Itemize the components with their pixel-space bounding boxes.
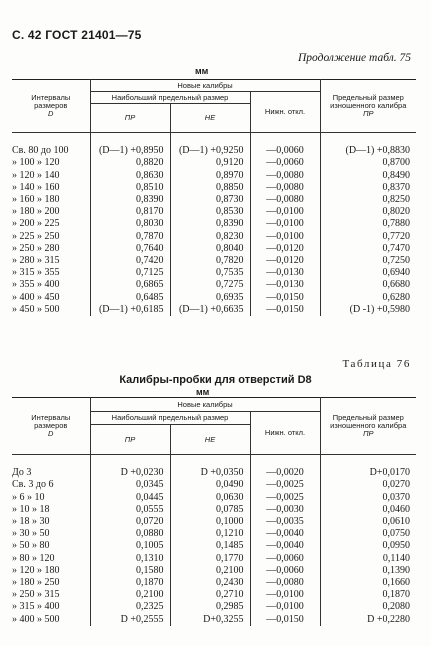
table-continuation-label: Продолжение табл. 75	[298, 52, 411, 64]
cell-worn: 0,0370	[320, 492, 416, 504]
cell-worn: (D—1) +0,8830	[320, 145, 416, 157]
cell-interval: » 80 » 120	[12, 552, 55, 564]
cell-interval: » 10 » 18	[12, 503, 50, 515]
cell-worn: 0,8020	[320, 206, 416, 218]
cell-lower-dev: —0,0060	[250, 157, 320, 169]
cell-lower-dev: —0,0130	[250, 267, 320, 279]
cell-ne: 0,8390	[170, 218, 250, 230]
cell-ne: 0,7820	[170, 255, 250, 267]
cell-worn: D+0,0170	[320, 467, 416, 479]
cell-ne: 0,1485	[170, 540, 250, 552]
col-ne: НЕ	[170, 425, 250, 455]
cell-worn: 0,6280	[320, 292, 416, 304]
cell-pr: 0,1870	[90, 577, 170, 589]
cell-ne: 0,8040	[170, 243, 250, 255]
cell-pr: D +0,0230	[90, 467, 170, 479]
col-worn-limit: Предельный размер изношенного калибра ПР	[320, 80, 416, 133]
table76-title: Калибры-пробки для отверстий D8	[119, 374, 312, 386]
col-worn-limit: Предельный размер изношенного калибра ПР	[320, 398, 416, 455]
cell-pr: (D—1) +0,8950	[90, 145, 170, 157]
col-intervals: Интервалы размеров D	[12, 398, 90, 455]
table-row	[12, 492, 416, 504]
table-row	[12, 577, 416, 589]
cell-ne: 0,2985	[170, 601, 250, 613]
cell-interval: » 180 » 250	[12, 577, 60, 589]
cell-pr: 0,2325	[90, 601, 170, 613]
cell-interval: » 200 » 225	[12, 218, 60, 230]
cell-ne: D+0,3255	[170, 614, 250, 626]
cell-pr: 0,7870	[90, 231, 170, 243]
cell-pr: 0,2100	[90, 589, 170, 601]
table-76	[12, 397, 416, 626]
cell-lower-dev: —0,0025	[250, 492, 320, 504]
cell-interval: » 6 » 10	[12, 491, 45, 503]
cell-interval: » 18 » 30	[12, 516, 50, 527]
table-row	[12, 504, 416, 516]
cell-pr: 0,8510	[90, 182, 170, 194]
cell-worn: 0,7880	[320, 218, 416, 230]
cell-pr: D +0,2555	[90, 614, 170, 626]
cell-lower-dev: —0,0100	[250, 206, 320, 218]
cell-pr: 0,7420	[90, 255, 170, 267]
cell-interval: Св. 80 до 100	[12, 145, 69, 157]
cell-interval: » 50 » 80	[12, 540, 50, 552]
cell-worn: 0,1660	[320, 577, 416, 589]
table-row	[12, 255, 416, 267]
table-row	[12, 614, 416, 626]
table-75	[12, 79, 416, 316]
cell-worn: 0,8490	[320, 170, 416, 182]
page-header: С. 42 ГОСТ 21401—75	[12, 28, 142, 42]
col-pr: ПР	[90, 104, 170, 133]
cell-lower-dev: —0,0080	[250, 194, 320, 206]
cell-lower-dev: —0,0120	[250, 255, 320, 267]
cell-interval: » 120 » 140	[12, 169, 60, 181]
cell-interval: » 225 » 250	[12, 230, 60, 242]
col-lower-dev: Нижн. откл.	[250, 412, 320, 455]
cell-worn: 0,0950	[320, 540, 416, 552]
cell-lower-dev: —0,0100	[250, 601, 320, 613]
cell-lower-dev: —0,0150	[250, 614, 320, 626]
table75-units: мм	[195, 66, 209, 76]
cell-worn: 0,6940	[320, 267, 416, 279]
cell-ne: D +0,0350	[170, 467, 250, 479]
cell-ne: 0,1210	[170, 528, 250, 540]
col-new-gauges: Новые калибры	[90, 80, 320, 92]
cell-ne: 0,0785	[170, 504, 250, 516]
cell-pr: 0,6485	[90, 292, 170, 304]
cell-lower-dev: —0,0030	[250, 504, 320, 516]
cell-interval: » 30 » 50	[12, 528, 50, 540]
table-row	[12, 218, 416, 230]
table-75-body	[12, 133, 416, 317]
cell-ne: 0,6935	[170, 292, 250, 304]
cell-pr: 0,1580	[90, 565, 170, 577]
cell-ne: 0,8970	[170, 170, 250, 182]
cell-worn: 0,0610	[320, 516, 416, 528]
cell-worn: 0,2080	[320, 601, 416, 613]
table-row	[12, 194, 416, 206]
cell-pr: 0,0555	[90, 504, 170, 516]
cell-worn: 0,8370	[320, 182, 416, 194]
cell-interval: » 120 » 180	[12, 564, 60, 576]
cell-pr: 0,0345	[90, 479, 170, 491]
col-largest-size: Наибольший предельный размер	[90, 92, 250, 104]
cell-interval: » 250 » 280	[12, 242, 60, 254]
cell-worn: 0,1390	[320, 565, 416, 577]
col-intervals: Интервалы размеров D	[12, 80, 90, 133]
cell-pr: 0,7640	[90, 243, 170, 255]
cell-pr: 0,6865	[90, 279, 170, 291]
cell-worn: 0,0270	[320, 479, 416, 491]
cell-ne: 0,8230	[170, 231, 250, 243]
cell-interval: » 400 » 500	[12, 613, 60, 625]
cell-worn: D +0,2280	[320, 614, 416, 626]
cell-pr: 0,0880	[90, 528, 170, 540]
cell-ne: 0,2710	[170, 589, 250, 601]
cell-ne: (D—1) +0,6635	[170, 304, 250, 316]
cell-ne: 0,1000	[170, 516, 250, 528]
cell-pr: 0,8630	[90, 170, 170, 182]
cell-pr: 0,1005	[90, 540, 170, 552]
cell-ne: 0,8730	[170, 194, 250, 206]
cell-pr: 0,8030	[90, 218, 170, 230]
cell-worn: (D -1) +0,5980	[320, 304, 416, 316]
cell-lower-dev: —0,0080	[250, 182, 320, 194]
table76-number: Таблица 76	[342, 358, 411, 370]
cell-pr: 0,8820	[90, 157, 170, 169]
cell-worn: 0,1870	[320, 589, 416, 601]
cell-interval: » 250 » 315	[12, 589, 60, 601]
col-ne: НЕ	[170, 104, 250, 133]
cell-ne: 0,0630	[170, 492, 250, 504]
table-row	[12, 565, 416, 577]
table-row	[12, 467, 416, 479]
cell-pr: 0,1310	[90, 553, 170, 565]
table-row	[12, 528, 416, 540]
cell-ne: 0,2100	[170, 565, 250, 577]
table-row	[12, 279, 416, 291]
table-row	[12, 553, 416, 565]
table-row	[12, 231, 416, 243]
cell-interval: » 355 » 400	[12, 279, 60, 291]
table-row	[12, 304, 416, 316]
cell-pr: 0,7125	[90, 267, 170, 279]
cell-ne: (D—1) +0,9250	[170, 145, 250, 157]
cell-lower-dev: —0,0100	[250, 589, 320, 601]
cell-worn: 0,7470	[320, 243, 416, 255]
cell-lower-dev: —0,0060	[250, 553, 320, 565]
cell-pr: 0,8170	[90, 206, 170, 218]
col-largest-size: Наибольший предельный размер	[90, 412, 250, 425]
cell-worn: 0,7250	[320, 255, 416, 267]
table-row	[12, 243, 416, 255]
cell-ne: 0,2430	[170, 577, 250, 589]
cell-pr: 0,0445	[90, 492, 170, 504]
cell-pr: 0,0720	[90, 516, 170, 528]
cell-interval: » 180 » 200	[12, 206, 60, 218]
cell-ne: 0,7275	[170, 279, 250, 291]
cell-interval: До 3	[12, 467, 32, 479]
cell-lower-dev: —0,0040	[250, 540, 320, 552]
cell-ne: 0,7535	[170, 267, 250, 279]
table-row	[12, 170, 416, 182]
col-pr: ПР	[90, 425, 170, 455]
table-row	[12, 601, 416, 613]
table-row	[12, 267, 416, 279]
col-lower-dev: Нижн. откл.	[250, 92, 320, 133]
cell-ne: 0,9120	[170, 157, 250, 169]
cell-lower-dev: —0,0100	[250, 218, 320, 230]
table-row	[12, 589, 416, 601]
cell-worn: 0,7720	[320, 231, 416, 243]
table76-units: мм	[196, 387, 210, 397]
cell-interval: » 140 » 160	[12, 181, 60, 193]
cell-lower-dev: —0,0120	[250, 243, 320, 255]
cell-lower-dev: —0,0080	[250, 577, 320, 589]
cell-lower-dev: —0,0060	[250, 565, 320, 577]
cell-pr: 0,8390	[90, 194, 170, 206]
cell-worn: 0,8250	[320, 194, 416, 206]
cell-lower-dev: —0,0150	[250, 304, 320, 316]
cell-worn: 0,1140	[320, 553, 416, 565]
cell-interval: » 315 » 400	[12, 601, 60, 613]
cell-lower-dev: —0,0100	[250, 231, 320, 243]
cell-lower-dev: —0,0130	[250, 279, 320, 291]
table-row	[12, 479, 416, 491]
cell-interval: Св. 3 до 6	[12, 479, 54, 491]
cell-lower-dev: —0,0060	[250, 145, 320, 157]
table-76-body	[12, 455, 416, 626]
cell-worn: 0,6680	[320, 279, 416, 291]
cell-lower-dev: —0,0025	[250, 479, 320, 491]
cell-ne: 0,0490	[170, 479, 250, 491]
table-row	[12, 182, 416, 194]
cell-worn: 0,8700	[320, 157, 416, 169]
cell-lower-dev: —0,0080	[250, 170, 320, 182]
cell-interval: » 280 » 315	[12, 255, 60, 267]
cell-lower-dev: —0,0020	[250, 467, 320, 479]
cell-pr: (D—1) +0,6185	[90, 304, 170, 316]
table-row	[12, 516, 416, 528]
table-row	[12, 540, 416, 552]
cell-lower-dev: —0,0035	[250, 516, 320, 528]
table-row	[12, 157, 416, 169]
cell-lower-dev: —0,0040	[250, 528, 320, 540]
cell-interval: » 315 » 355	[12, 267, 60, 279]
cell-interval: » 160 » 180	[12, 194, 60, 205]
cell-interval: » 400 » 450	[12, 291, 60, 303]
col-new-gauges: Новые калибры	[90, 398, 320, 412]
cell-ne: 0,8530	[170, 206, 250, 218]
cell-interval: » 100 » 120	[12, 157, 60, 169]
cell-worn: 0,0460	[320, 504, 416, 516]
cell-interval: » 450 » 500	[12, 303, 60, 315]
cell-lower-dev: —0,0150	[250, 292, 320, 304]
cell-ne: 0,8850	[170, 182, 250, 194]
table-row	[12, 292, 416, 304]
cell-worn: 0,0750	[320, 528, 416, 540]
table-row	[12, 206, 416, 218]
table-row	[12, 145, 416, 157]
cell-ne: 0,1770	[170, 553, 250, 565]
